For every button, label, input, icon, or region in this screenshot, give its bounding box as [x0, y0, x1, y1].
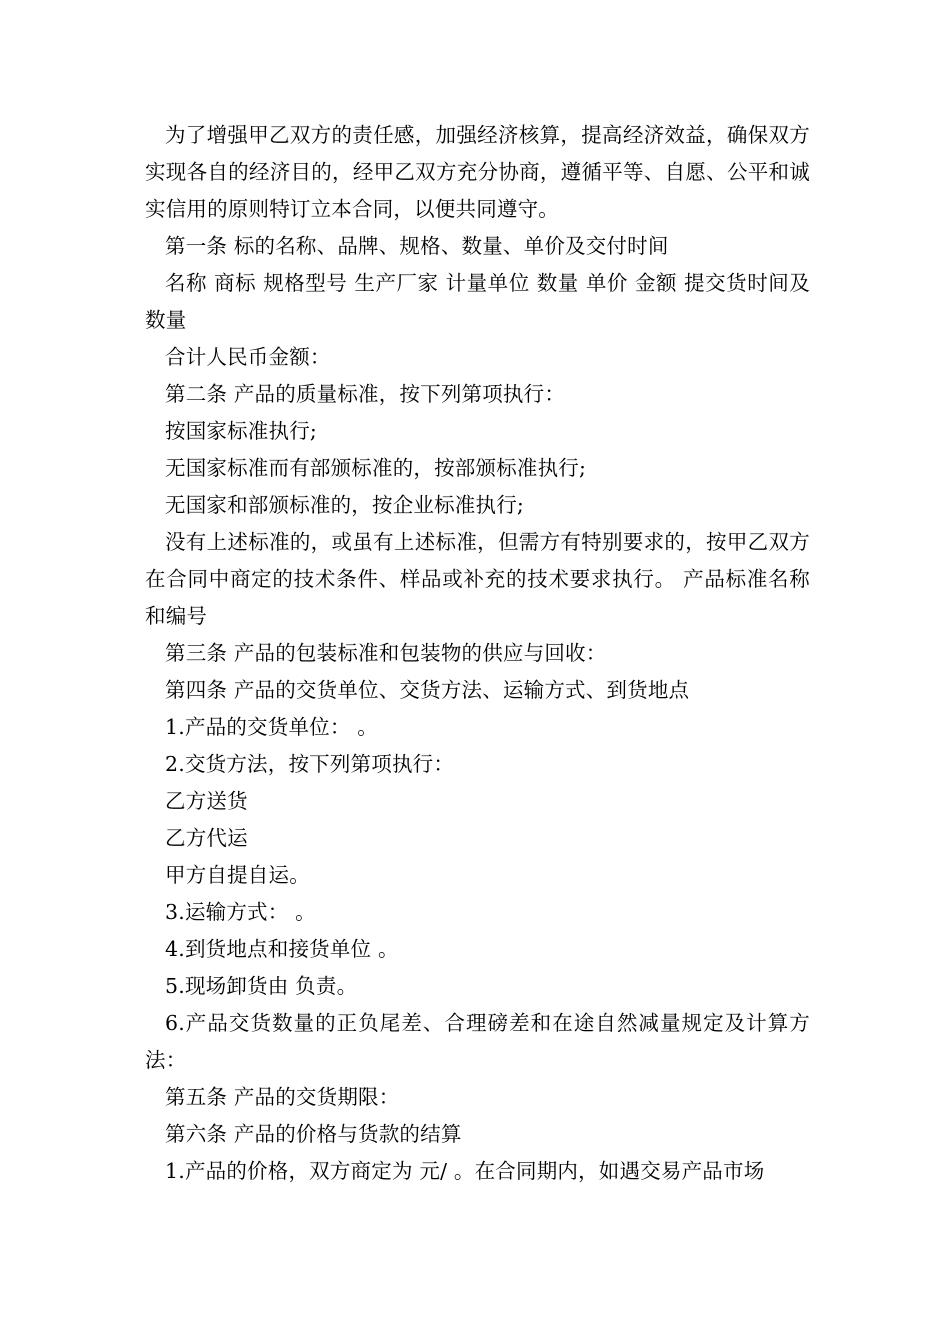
- paragraph-unloading: 5.现场卸货由 负责。: [165, 974, 358, 998]
- paragraph-total-amount: 合计人民币金额：: [165, 345, 331, 369]
- paragraph-article-6-heading: 第六条 产品的价格与货款的结算: [165, 1122, 462, 1146]
- paragraph-ministry-standard: 无国家标准而有部颁标准的，按部颁标准执行;: [165, 456, 587, 480]
- paragraph-arrival-location: 4.到货地点和接货单位 。: [165, 937, 399, 961]
- paragraph-delivery-method: 2.交货方法，按下列第项执行：: [165, 752, 455, 776]
- paragraph-national-standard: 按国家标准执行;: [165, 419, 318, 443]
- paragraph-enterprise-standard: 无国家和部颁标准的，按企业标准执行;: [165, 493, 525, 517]
- paragraph-transport-mode: 3.运输方式： 。: [165, 900, 316, 924]
- paragraph-article-5-heading: 第五条 产品的交货期限：: [165, 1085, 400, 1109]
- paragraph-article-4-heading: 第四条 产品的交货单位、交货方法、运输方式、到货地点: [165, 678, 690, 702]
- paragraph-article-2-heading: 第二条 产品的质量标准，按下列第项执行：: [165, 382, 566, 406]
- paragraph-product-price: 1.产品的价格，双方商定为 元/ 。在合同期内，如遇交易产品市场: [165, 1159, 765, 1183]
- paragraph-party-b-delivers: 乙方送货: [165, 789, 248, 813]
- paragraph-item-columns: 名称 商标 规格型号 生产厂家 计量单位 数量 单价 金额 提交货时间及数量: [145, 271, 810, 332]
- paragraph-preamble: 为了增强甲乙双方的责任感，加强经济核算，提高经济效益，确保双方实现各自的经济目的，经甲乙双方充分协商，遵循平等、自愿、公平和诚实信用的原则特订立本合同，以便共同遵守。: [145, 123, 810, 221]
- paragraph-article-1-heading: 第一条 标的名称、品牌、规格、数量、单价及交付时间: [165, 234, 669, 258]
- paragraph-special-requirements: 没有上述标准的，或虽有上述标准，但需方有特别要求的，按甲乙双方在合同中商定的技术条件、样品或补充的技术要求执行。 产品标准名称和编号: [145, 530, 810, 628]
- paragraph-quantity-tolerance: 6.产品交货数量的正负尾差、合理磅差和在途自然减量规定及计算方法：: [145, 1011, 810, 1072]
- paragraph-party-a-pickup: 甲方自提自运。: [165, 863, 310, 887]
- paragraph-party-b-ships: 乙方代运: [165, 826, 248, 850]
- contract-body: [145, 117, 810, 1190]
- paragraph-delivery-unit: 1.产品的交货单位： 。: [165, 715, 378, 739]
- paragraph-article-3-heading: 第三条 产品的包装标准和包装物的供应与回收：: [165, 641, 607, 665]
